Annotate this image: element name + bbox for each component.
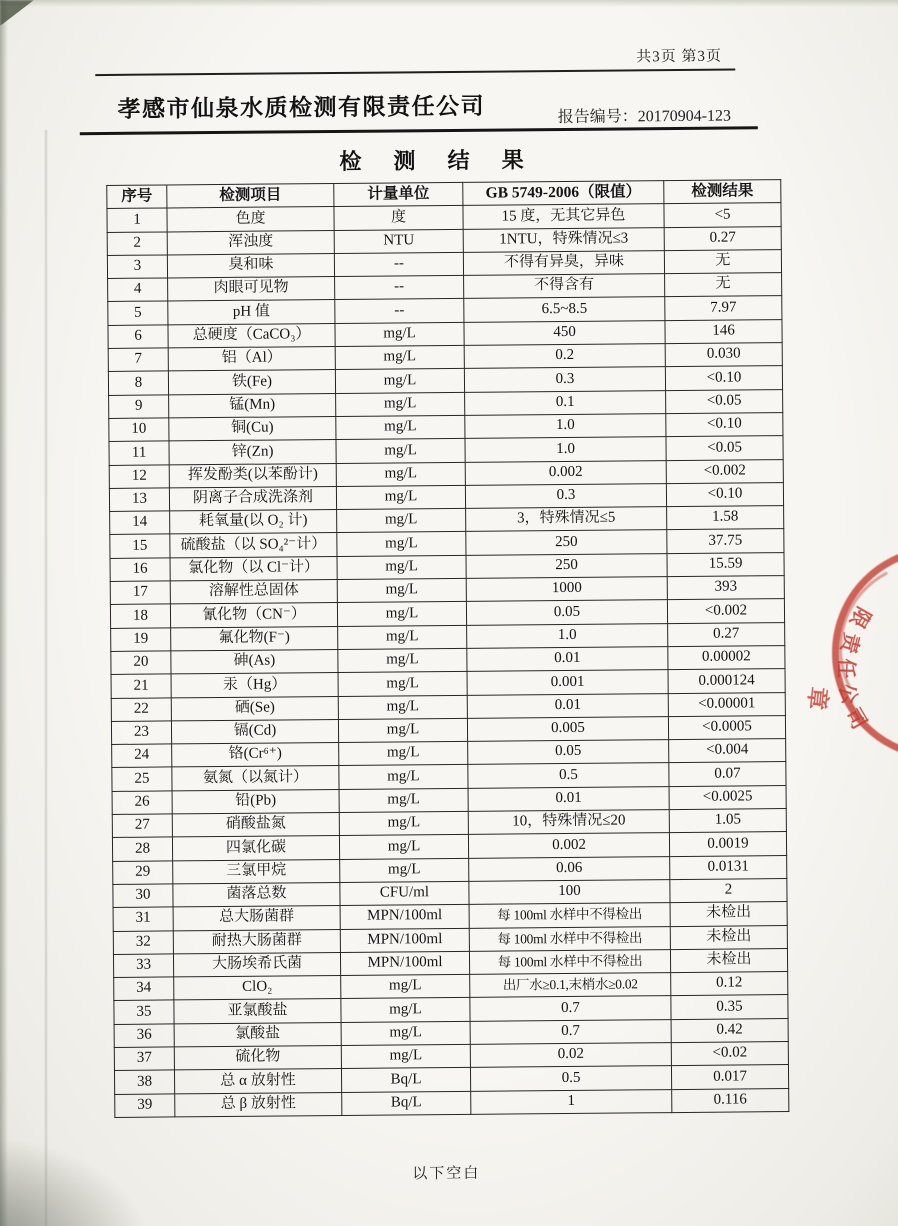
item-name: 铬(Cr⁶⁺) (172, 743, 339, 768)
unit: 度 (334, 206, 463, 230)
result: 0.0019 (669, 832, 786, 856)
unit: NTU (334, 229, 463, 253)
result: 37.75 (667, 529, 784, 553)
row-number: 14 (110, 511, 170, 535)
column-header: 检测结果 (664, 180, 781, 204)
limit: 0.7 (470, 1019, 671, 1044)
unit: mg/L (336, 485, 465, 509)
unit: mg/L (338, 695, 467, 719)
item-name: 四氯化碳 (172, 836, 339, 861)
result: <0.0005 (668, 715, 785, 739)
item-name: pH 值 (168, 300, 335, 325)
item-name: 铅(Pb) (172, 789, 339, 814)
row-number: 31 (113, 907, 173, 931)
item-name: 铝（Al） (168, 347, 335, 372)
row-number: 33 (113, 954, 173, 978)
item-name: 氯酸盐 (174, 1022, 341, 1047)
result: 0.000124 (668, 669, 785, 693)
item-name: 锰(Mn) (169, 393, 336, 418)
row-number: 7 (108, 348, 168, 372)
limit: 0.01 (467, 693, 668, 718)
unit: mg/L (339, 811, 468, 835)
item-name: 色度 (167, 207, 334, 232)
row-number: 4 (108, 278, 168, 302)
item-name: 臭和味 (167, 253, 334, 278)
item-name: 硝酸盐氮 (172, 812, 339, 837)
row-number: 38 (114, 1070, 174, 1094)
page-title: 检 测 结 果 (339, 147, 537, 174)
item-name: 阴离子合成洗涤剂 (169, 486, 336, 511)
blank-below-note: 以下空白 (412, 1165, 481, 1183)
unit: mg/L (341, 1021, 470, 1045)
stamp-arc-character: 限 (845, 603, 875, 632)
stamp-arc-character: 责 (836, 630, 863, 656)
result: 15.59 (667, 552, 784, 576)
row-number: 27 (112, 814, 172, 838)
limit: 每 100ml 水样中不得检出 (469, 949, 670, 974)
results-table-body (107, 203, 789, 1117)
result: 无 (664, 249, 781, 273)
stamp-arc-character: 任 (834, 658, 857, 679)
row-number: 6 (108, 325, 168, 349)
row-number: 16 (110, 558, 170, 582)
item-name: 亚氯酸盐 (174, 999, 341, 1024)
item-name: 浑浊度 (167, 230, 334, 255)
unit: -- (335, 276, 464, 300)
unit: mg/L (337, 555, 466, 579)
result: 0.030 (665, 343, 782, 367)
item-name: 三氯甲烷 (173, 859, 340, 884)
item-name: 硫化物 (174, 1045, 341, 1070)
result: 未检出 (670, 925, 787, 949)
limit: 1.0 (465, 437, 666, 462)
unit: mg/L (335, 345, 464, 369)
item-name: 肉眼可见物 (168, 277, 335, 302)
unit: mg/L (337, 578, 466, 602)
report-number-line (558, 103, 732, 128)
item-name: 氯化物（以 Cl⁻计） (170, 556, 337, 581)
page-number: 共3页 第3页 (636, 48, 723, 66)
item-name: 镉(Cd) (171, 719, 338, 744)
row-number: 20 (111, 651, 171, 675)
limit: 0.3 (465, 483, 666, 508)
result: <0.0025 (669, 785, 786, 809)
item-name: 总硬度（CaCO₃） (168, 323, 335, 348)
limit: 6.5~8.5 (464, 297, 665, 322)
limit: 100 (469, 879, 670, 904)
unit: mg/L (337, 532, 466, 556)
result: 2 (670, 878, 787, 902)
limit: 450 (464, 320, 665, 345)
unit: mg/L (338, 672, 467, 696)
result: 0.017 (671, 1065, 788, 1089)
item-name: 耗氧量(以 O₂ 计) (170, 510, 337, 535)
unit: mg/L (341, 974, 470, 998)
item-name: 砷(As) (171, 649, 338, 674)
unit: mg/L (338, 625, 467, 649)
unit: MPN/100ml (340, 928, 469, 952)
result: <0.004 (669, 739, 786, 763)
row-number: 3 (107, 255, 167, 279)
result: 393 (667, 576, 784, 600)
item-name: 氟化物(F⁻) (171, 626, 338, 651)
row-number: 28 (112, 837, 172, 861)
limit: 1NTU，特殊情况≤3 (463, 227, 664, 252)
result: <0.05 (666, 389, 783, 413)
row-number: 18 (110, 604, 170, 628)
unit: mg/L (336, 392, 465, 416)
row-number: 15 (110, 534, 170, 558)
result: 0.27 (668, 622, 785, 646)
limit: 0.5 (470, 1066, 671, 1091)
limit: 每 100ml 水样中不得检出 (469, 903, 670, 928)
limit: 1.0 (467, 623, 668, 648)
result: 0.42 (671, 1018, 788, 1042)
item-name: 氨氮（以氮计） (172, 766, 339, 791)
limit: 0.3 (464, 367, 665, 392)
unit: mg/L (337, 509, 466, 533)
item-name: 溶解性总固体 (170, 580, 337, 605)
limit: 0.01 (467, 647, 668, 672)
header-rule-bottom (80, 126, 758, 134)
item-name: 总大肠菌群 (173, 906, 340, 931)
row-number: 39 (115, 1093, 175, 1117)
limit: 10，特殊情况≤20 (468, 810, 669, 835)
result: 7.97 (665, 296, 782, 320)
item-name: 铜(Cu) (169, 416, 336, 441)
item-name: 锌(Zn) (169, 440, 336, 465)
limit: 出厂水≥0.1,末梢水≥0.02 (470, 973, 671, 998)
unit: mg/L (341, 998, 470, 1022)
table-row (115, 1088, 789, 1117)
result: 0.07 (669, 762, 786, 786)
row-number: 10 (109, 418, 169, 442)
stamp-arc-character: 司 (841, 704, 871, 733)
item-name: 硒(Se) (171, 696, 338, 721)
limit: 不得有异臭，异味 (463, 250, 664, 275)
header-rule-top (95, 68, 735, 76)
result: 0.116 (672, 1088, 789, 1112)
item-name: 挥发酚类(以苯酚计) (169, 463, 336, 488)
row-number: 17 (110, 581, 170, 605)
item-name: 大肠埃希氏菌 (173, 952, 340, 977)
unit: mg/L (341, 1044, 470, 1068)
column-header: 计量单位 (334, 182, 463, 206)
result: 0.00002 (668, 646, 785, 670)
item-name: 硫酸盐（以 SO₄²⁻计） (170, 533, 337, 558)
result: 146 (665, 319, 782, 343)
row-number: 8 (108, 371, 168, 395)
limit: 0.06 (469, 856, 670, 881)
unit: mg/L (336, 462, 465, 486)
row-number: 32 (113, 930, 173, 954)
column-header: 检测项目 (167, 183, 334, 208)
result: <0.002 (666, 459, 783, 483)
limit: 1.0 (465, 414, 666, 439)
row-number: 37 (114, 1047, 174, 1071)
unit: mg/L (339, 835, 468, 859)
limit: 0.1 (465, 390, 666, 415)
stamp-seal-character: 章 (803, 685, 832, 712)
item-name: 氰化物（CN⁻） (170, 603, 337, 628)
item-name: 汞（Hg） (171, 673, 338, 698)
row-number: 26 (112, 791, 172, 815)
item-name: 菌落总数 (173, 882, 340, 907)
row-number: 5 (108, 301, 168, 325)
unit: CFU/ml (340, 881, 469, 905)
limit: 0.2 (464, 344, 665, 369)
item-name: 铁(Fe) (168, 370, 335, 395)
row-number: 23 (111, 721, 171, 745)
result: <0.002 (667, 599, 784, 623)
report-number-value: 20170904-123 (637, 107, 732, 126)
result: <0.00001 (668, 692, 785, 716)
company-name: 孝感市仙泉水质检测有限责任公司 (117, 92, 486, 122)
row-number: 11 (109, 441, 169, 465)
result: <0.05 (666, 436, 783, 460)
row-number: 12 (109, 464, 169, 488)
row-number: 21 (111, 674, 171, 698)
result: <0.10 (666, 413, 783, 437)
unit: MPN/100ml (340, 905, 469, 929)
limit: 0.02 (470, 1043, 671, 1068)
result: 0.0131 (670, 855, 787, 879)
result: 1.58 (667, 506, 784, 530)
limit: 15 度，无其它异色 (463, 204, 664, 229)
result: <5 (664, 203, 781, 227)
result: 0.27 (664, 226, 781, 250)
unit: -- (334, 252, 463, 276)
result: 未检出 (670, 902, 787, 926)
row-number: 13 (109, 488, 169, 512)
row-number: 9 (109, 395, 169, 419)
results-table (106, 179, 789, 1118)
unit: -- (335, 299, 464, 323)
column-header: GB 5749-2006（限值） (463, 181, 664, 206)
stamp-arc-character: 公 (834, 681, 861, 707)
limit: 不得含有 (464, 274, 665, 299)
limit: 0.005 (467, 716, 668, 741)
row-number: 2 (107, 232, 167, 256)
result: <0.10 (665, 366, 782, 390)
limit: 0.002 (468, 833, 669, 858)
unit: mg/L (335, 322, 464, 346)
row-number: 25 (112, 767, 172, 791)
unit: mg/L (336, 415, 465, 439)
unit: mg/L (340, 858, 469, 882)
limit: 0.7 (470, 996, 671, 1021)
row-number: 35 (114, 1000, 174, 1024)
unit: mg/L (339, 741, 468, 765)
row-number: 19 (111, 628, 171, 652)
item-name: ClO₂ (174, 976, 341, 1001)
limit: 3，特殊情况≤5 (466, 507, 667, 532)
limit: 0.05 (468, 740, 669, 765)
unit: mg/L (338, 648, 467, 672)
row-number: 30 (113, 884, 173, 908)
report-number-label: 报告编号： (557, 108, 638, 127)
limit: 250 (466, 530, 667, 555)
limit: 1 (471, 1089, 672, 1114)
row-number: 34 (114, 977, 174, 1001)
unit: Bq/L (342, 1091, 471, 1115)
result: <0.10 (666, 482, 783, 506)
result: 0.35 (671, 995, 788, 1019)
unit: mg/L (337, 602, 466, 626)
result: 1.05 (669, 809, 786, 833)
limit: 1000 (466, 577, 667, 602)
unit: mg/L (336, 439, 465, 463)
row-number: 36 (114, 1024, 174, 1048)
unit: Bq/L (341, 1068, 470, 1092)
row-number: 24 (112, 744, 172, 768)
limit: 每 100ml 水样中不得检出 (469, 926, 670, 951)
limit: 0.01 (468, 786, 669, 811)
result: 0.12 (671, 972, 788, 996)
unit: mg/L (339, 765, 468, 789)
row-number: 22 (111, 697, 171, 721)
unit: mg/L (339, 788, 468, 812)
unit: MPN/100ml (340, 951, 469, 975)
item-name: 耐热大肠菌群 (173, 929, 340, 954)
limit: 0.05 (466, 600, 667, 625)
limit: 0.5 (468, 763, 669, 788)
result: 未检出 (670, 948, 787, 972)
row-number: 29 (113, 861, 173, 885)
limit: 0.001 (467, 670, 668, 695)
column-header: 序号 (107, 185, 167, 209)
result: 无 (665, 273, 782, 297)
limit: 250 (466, 553, 667, 578)
result: <0.02 (671, 1042, 788, 1066)
item-name: 总 α 放射性 (174, 1069, 341, 1094)
limit: 0.002 (465, 460, 666, 485)
unit: mg/L (335, 369, 464, 393)
row-number: 1 (107, 208, 167, 232)
item-name: 总 β 放射性 (175, 1092, 342, 1117)
unit: mg/L (338, 718, 467, 742)
